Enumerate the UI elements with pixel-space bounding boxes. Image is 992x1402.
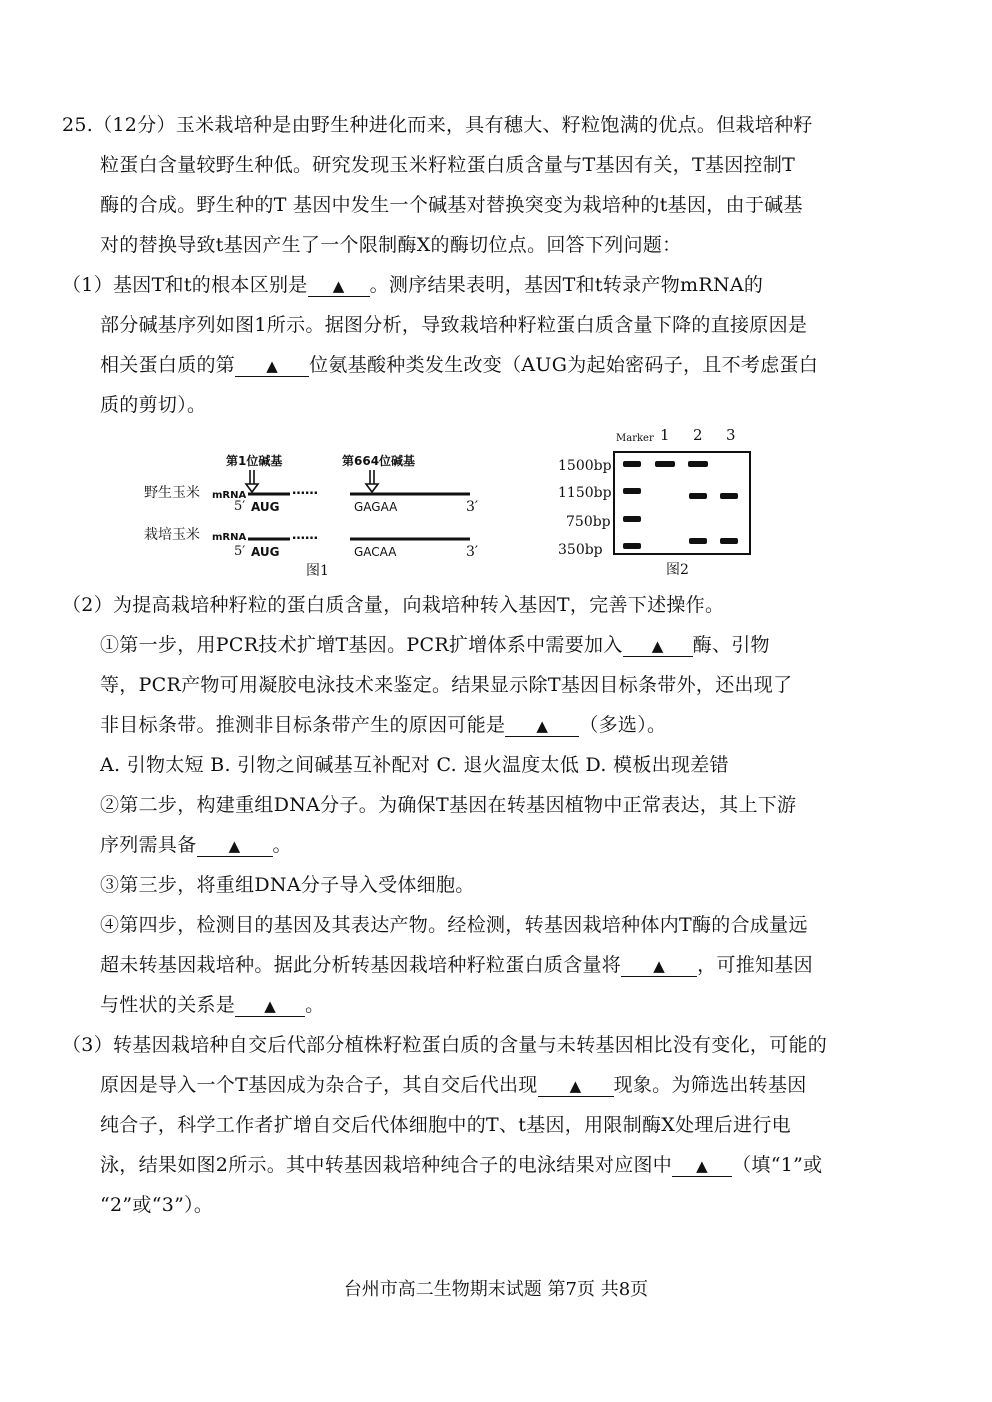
band-marker-350 bbox=[623, 543, 641, 549]
p2-text-2b: 序列需具备 bbox=[100, 834, 197, 856]
size-1500-label: 1500bp bbox=[558, 458, 612, 474]
p2-options-text: A. 引物太短 B. 引物之间碱基互补配对 C. 退火温度太低 D. 模板出现差错 bbox=[100, 754, 729, 776]
p2-line-9 bbox=[100, 953, 813, 977]
p2-text-2a: ②第二步，构建重组DNA分子。为确保T基因在转基因植物中正常表达，其上下游 bbox=[100, 794, 797, 816]
p2-text-1d: 非目标条带。推测非目标条带产生的原因可能是 bbox=[100, 714, 506, 736]
p2-line-3 bbox=[100, 713, 666, 737]
blank-mark: ▲ bbox=[264, 997, 277, 1015]
wild-dots: …… bbox=[292, 483, 318, 498]
lane-marker-label: Marker bbox=[616, 433, 654, 444]
wild-3prime: 3′ bbox=[466, 499, 479, 515]
intro-text-3: 酶的合成。野生种的T 基因中发生一个碱基对替换突变为栽培种的t基因，由于碱基 bbox=[100, 194, 803, 216]
intro-text-4: 对的替换导致t基因产生了一个限制酶X的酶切位点。回答下列问题： bbox=[100, 234, 682, 256]
intro-text-1: 玉米栽培种是由野生种进化而来，具有穗大、籽粒饱满的优点。但栽培种籽 bbox=[175, 114, 813, 136]
p2-text-4c: ，可推知基因 bbox=[697, 954, 813, 976]
cult-5prime: 5′ bbox=[234, 544, 246, 559]
answer-blank-3[interactable] bbox=[623, 635, 693, 657]
intro-line-3 bbox=[100, 193, 803, 217]
size-350-label: 350bp bbox=[558, 542, 603, 558]
wild-5prime: 5′ bbox=[234, 499, 246, 514]
p1-line-3 bbox=[100, 353, 818, 377]
blank-mark: ▲ bbox=[332, 277, 345, 295]
cult-mrna-label: mRNA bbox=[212, 532, 247, 543]
band-lane3-1150 bbox=[720, 493, 738, 499]
p3-text-3: 纯合子，科学工作者扩增自交后代体细胞中的T、t基因，用限制酶X处理后进行电 bbox=[100, 1114, 791, 1136]
p2-text-4b: 超未转基因栽培种。据此分析转基因栽培种籽粒蛋白质含量将 bbox=[100, 954, 622, 976]
blank-mark: ▲ bbox=[228, 837, 241, 855]
question-number: 25.（12分） bbox=[62, 114, 176, 136]
band-marker-1150 bbox=[623, 488, 641, 494]
pos1-label: 第1位碱基 bbox=[226, 454, 283, 468]
wild-label: 野生玉米 bbox=[144, 485, 200, 501]
band-marker-750 bbox=[623, 516, 641, 522]
wild-mrna-label: mRNA bbox=[212, 490, 247, 501]
fig2-caption: 图2 bbox=[666, 562, 689, 578]
p1-text-2: 部分碱基序列如图1所示。据图分析，导致栽培种籽粒蛋白质含量下降的直接原因是 bbox=[100, 314, 808, 336]
p3-line-5 bbox=[100, 1193, 213, 1217]
p3-text-2a: 原因是导入一个T基因成为杂合子，其自交后代出现 bbox=[100, 1074, 538, 1096]
p3-text-2b: 现象。为筛选出转基因 bbox=[613, 1074, 807, 1096]
blank-mark: ▲ bbox=[536, 717, 549, 735]
p2-line-1 bbox=[100, 633, 770, 657]
fig1-caption: 图1 bbox=[306, 563, 329, 579]
p3-line-3 bbox=[100, 1113, 791, 1137]
blank-mark: ▲ bbox=[651, 637, 664, 655]
band-lane3-350 bbox=[720, 538, 738, 544]
lane-1-label: 1 bbox=[660, 426, 670, 444]
answer-blank-2[interactable] bbox=[235, 355, 309, 377]
answer-blank-5[interactable] bbox=[197, 835, 273, 857]
band-lane1-1500 bbox=[655, 461, 675, 467]
cult-seq: GACAA bbox=[354, 545, 397, 559]
p3-line-4 bbox=[100, 1153, 822, 1177]
intro-line-4 bbox=[100, 233, 681, 257]
p1-line-1 bbox=[62, 273, 763, 297]
p1-text-3b: 位氨基酸种类发生改变（AUG为起始密码子，且不考虑蛋白 bbox=[309, 354, 819, 376]
answer-blank-8[interactable] bbox=[538, 1075, 614, 1097]
p2-line-0 bbox=[62, 593, 724, 617]
p3-text-1: （3）转基因栽培种自交后代部分植株籽粒蛋白质的含量与未转基因相比没有变化，可能的 bbox=[62, 1034, 828, 1056]
blank-mark: ▲ bbox=[653, 957, 666, 975]
p2-text-1a: ①第一步，用PCR技术扩增T基因。PCR扩增体系中需要加入 bbox=[100, 634, 623, 656]
p3-line-1 bbox=[62, 1033, 827, 1057]
p2-text-3: ③第三步，将重组DNA分子导入受体细胞。 bbox=[100, 874, 475, 896]
p1-text-3a: 相关蛋白质的第 bbox=[100, 354, 236, 376]
p2-text-4e: 。 bbox=[305, 994, 325, 1016]
p1-text-4: 质的剪切）。 bbox=[100, 394, 207, 416]
size-750-label: 750bp bbox=[566, 514, 611, 530]
band-lane2-1150 bbox=[689, 493, 707, 499]
band-marker-1500 bbox=[623, 461, 641, 467]
band-lane2-1500 bbox=[688, 461, 708, 467]
p2-text-2c: 。 bbox=[272, 834, 292, 856]
figure-2 bbox=[556, 424, 766, 584]
p1-text-1a: （1）基因T和t的根本区别是 bbox=[62, 274, 308, 296]
wild-aug: AUG bbox=[251, 500, 280, 514]
intro-line-2 bbox=[100, 153, 795, 177]
p1-line-2 bbox=[100, 313, 807, 337]
pos664-label: 第664位碱基 bbox=[342, 454, 416, 468]
lane-2-label: 2 bbox=[693, 426, 703, 444]
p3-text-5: “2”或“3”）。 bbox=[100, 1194, 214, 1216]
p3-line-2 bbox=[100, 1073, 807, 1097]
gel-image bbox=[556, 424, 766, 584]
answer-blank-6[interactable] bbox=[621, 955, 697, 977]
answer-blank-9[interactable] bbox=[672, 1155, 732, 1177]
p2-line-2 bbox=[100, 673, 792, 697]
p2-line-5 bbox=[100, 793, 796, 817]
down-arrow-icon bbox=[366, 470, 378, 492]
p2-text-4a: ④第四步，检测目的基因及其表达产物。经检测，转基因栽培种体内T酶的合成量远 bbox=[100, 914, 808, 936]
page-footer: 台州市高二生物期末试题 第7页 共8页 bbox=[343, 1279, 649, 1300]
p3-text-4b: （填“1”或 bbox=[732, 1154, 823, 1176]
p1-line-4 bbox=[100, 393, 206, 417]
lane-3-label: 3 bbox=[726, 426, 736, 444]
p2-text-1e: （多选）。 bbox=[579, 714, 667, 736]
p2-options bbox=[100, 753, 729, 777]
answer-blank-7[interactable] bbox=[235, 995, 305, 1017]
blank-mark: ▲ bbox=[696, 1157, 709, 1175]
wild-seq: GAGAA bbox=[354, 500, 398, 514]
cult-aug: AUG bbox=[251, 545, 280, 559]
p2-text-0: （2）为提高栽培种籽粒的蛋白质含量，向栽培种转入基因T，完善下述操作。 bbox=[62, 594, 725, 616]
cult-3prime: 3′ bbox=[466, 544, 479, 560]
p2-text-1c: 等，PCR产物可用凝胶电泳技术来鉴定。结果显示除T基因目标条带外，还出现了 bbox=[100, 674, 793, 696]
down-arrow-icon bbox=[246, 470, 258, 492]
intro-line-1 bbox=[62, 113, 813, 137]
p2-line-10 bbox=[100, 993, 324, 1017]
blank-mark: ▲ bbox=[569, 1077, 582, 1095]
p2-line-6 bbox=[100, 833, 292, 857]
answer-blank-4[interactable] bbox=[505, 715, 579, 737]
p1-text-1b: 。测序结果表明，基因T和t转录产物mRNA的 bbox=[369, 274, 764, 296]
p3-text-4a: 泳，结果如图2所示。其中转基因栽培种纯合子的电泳结果对应图中 bbox=[100, 1154, 673, 1176]
band-lane2-350 bbox=[689, 538, 707, 544]
size-1150-label: 1150bp bbox=[558, 485, 612, 501]
p2-text-1b: 酶、引物 bbox=[692, 634, 770, 656]
answer-blank-1[interactable] bbox=[308, 275, 370, 297]
intro-text-2: 粒蛋白含量较野生种低。研究发现玉米籽粒蛋白质含量与T基因有关，T基因控制T bbox=[100, 154, 796, 176]
p2-line-7 bbox=[100, 873, 475, 897]
blank-mark: ▲ bbox=[266, 357, 279, 375]
p2-line-8 bbox=[100, 913, 808, 937]
p2-text-4d: 与性状的关系是 bbox=[100, 994, 236, 1016]
cult-dots: …… bbox=[292, 528, 318, 543]
cultivated-label: 栽培玉米 bbox=[144, 527, 200, 543]
figure-1 bbox=[140, 448, 500, 583]
